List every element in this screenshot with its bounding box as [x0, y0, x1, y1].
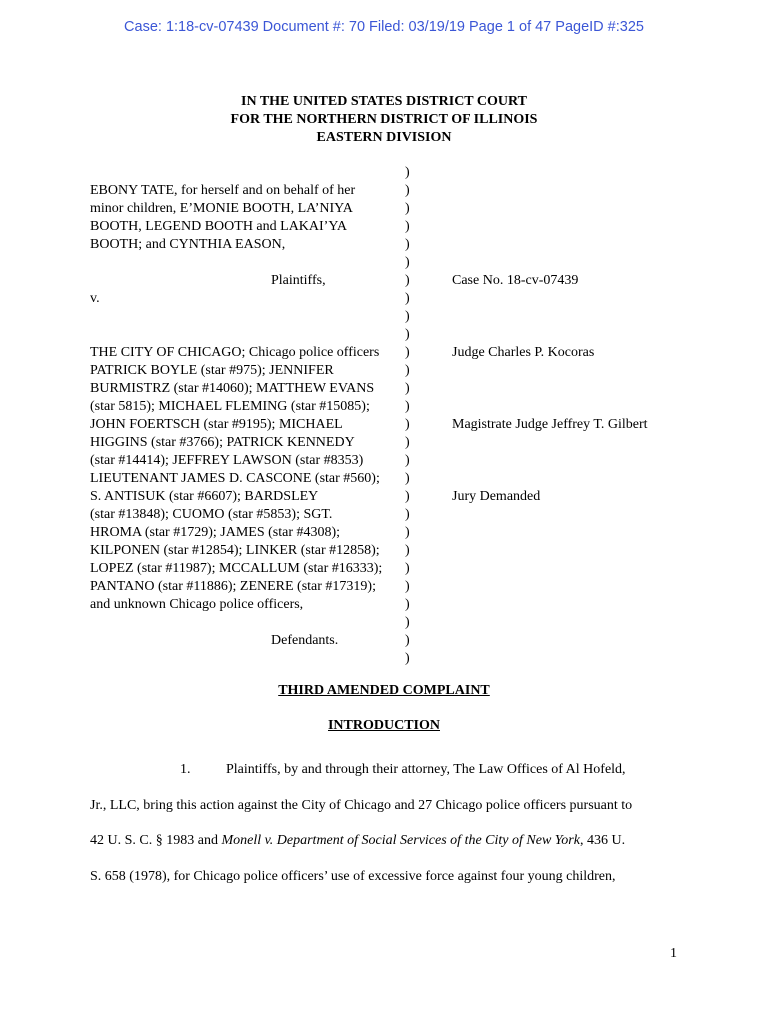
caption-paren: ) — [405, 561, 410, 576]
caption-line — [90, 542, 730, 560]
caption-party-text: JOHN FOERTSCH (star #9195); MICHAEL — [90, 417, 343, 432]
caption-paren: ) — [405, 615, 410, 630]
paragraph-1 — [90, 752, 678, 894]
caption-line — [90, 398, 730, 416]
caption-line — [90, 560, 730, 578]
court-line-1: IN THE UNITED STATES DISTRICT COURT — [241, 94, 527, 109]
caption-paren: ) — [405, 597, 410, 612]
caption-party-text: (star #14414); JEFFREY LAWSON (star #8353) — [90, 453, 364, 468]
caption-line — [90, 362, 730, 380]
caption-party-text: BURMISTRZ (star #14060); MATTHEW EVANS — [90, 381, 375, 396]
caption-party-text: KILPONEN (star #12854); LINKER (star #12858); — [90, 543, 380, 558]
caption-paren: ) — [405, 237, 410, 252]
caption-line — [90, 272, 730, 290]
caption-paren: ) — [405, 471, 410, 486]
caption-party-text: LIEUTENANT JAMES D. CASCONE (star #560); — [90, 471, 380, 486]
caption-line — [90, 326, 730, 344]
caption-party-text: Plaintiffs, — [271, 273, 326, 288]
caption-party-text: THE CITY OF CHICAGO; Chicago police officers — [90, 345, 380, 360]
caption-party-text: HIGGINS (star #3766); PATRICK KENNEDY — [90, 435, 355, 450]
caption-line — [90, 182, 730, 200]
introduction-heading: INTRODUCTION — [327, 718, 440, 733]
caption-party-text: S. ANTISUK (star #6607); BARDSLEY — [90, 489, 319, 504]
caption-line — [90, 380, 730, 398]
caption-case-info: Judge Charles P. Kocoras — [452, 345, 595, 360]
complaint-title: THIRD AMENDED COMPLAINT — [278, 683, 490, 698]
caption-paren: ) — [405, 183, 410, 198]
caption-paren: ) — [405, 417, 410, 432]
caption-line — [90, 650, 730, 668]
caption-paren: ) — [405, 489, 410, 504]
case-citation-monell: Monell v. Department of Social Services of the City of New York — [221, 833, 580, 848]
caption-paren: ) — [405, 651, 410, 666]
caption-case-info: Case No. 18-cv-07439 — [452, 273, 579, 288]
caption-party-text: and unknown Chicago police officers, — [90, 597, 304, 612]
caption-line — [90, 290, 730, 308]
caption-paren: ) — [405, 543, 410, 558]
caption-paren: ) — [405, 633, 410, 648]
caption-party-text: LOPEZ (star #11987); MCCALLUM (star #16333); — [90, 561, 383, 576]
caption-paren: ) — [405, 309, 410, 324]
caption-party-text: Defendants. — [271, 633, 339, 648]
paragraph-1-line-3 — [90, 823, 678, 859]
caption-line — [90, 254, 730, 272]
caption-line — [90, 488, 730, 506]
caption-paren: ) — [405, 255, 410, 270]
caption-party-text: (star #13848); CUOMO (star #5853); SGT. — [90, 507, 333, 522]
caption-line — [90, 236, 730, 254]
paragraph-1-text-1: Plaintiffs, by and through their attorney, The Law Offices of Al Hofeld, — [226, 762, 626, 777]
caption-paren: ) — [405, 525, 410, 540]
caption-paren: ) — [405, 453, 410, 468]
court-line-2: FOR THE NORTHERN DISTRICT OF ILLINOIS — [230, 112, 538, 127]
caption-party-text: BOOTH; and CYNTHIA EASON, — [90, 237, 286, 252]
caption-paren: ) — [405, 165, 410, 180]
caption-paren: ) — [405, 435, 410, 450]
caption-party-text: HROMA (star #1729); JAMES (star #4308); — [90, 525, 341, 540]
caption-line — [90, 200, 730, 218]
caption-paren: ) — [405, 381, 410, 396]
caption-line — [90, 524, 730, 542]
caption-line — [90, 416, 730, 434]
caption-line — [90, 308, 730, 326]
caption-line — [90, 596, 730, 614]
paragraph-1-line-4: S. 658 (1978), for Chicago police officers’ use of excessive force against four young children, — [90, 868, 616, 884]
caption-paren: ) — [405, 363, 410, 378]
case-caption — [90, 164, 730, 668]
caption-line — [90, 344, 730, 362]
caption-line — [90, 164, 730, 182]
caption-line — [90, 218, 730, 236]
caption-line — [90, 506, 730, 524]
court-heading — [0, 93, 768, 147]
court-line-3: EASTERN DIVISION — [316, 130, 452, 145]
caption-party-text: v. — [90, 291, 100, 306]
caption-party-text: BOOTH, LEGEND BOOTH and LAKAI’YA — [90, 219, 348, 234]
caption-paren: ) — [405, 201, 410, 216]
caption-paren: ) — [405, 507, 410, 522]
paragraph-number: 1. — [180, 762, 191, 777]
caption-paren: ) — [405, 579, 410, 594]
caption-party-text: EBONY TATE, for herself and on behalf of her — [90, 183, 356, 198]
caption-party-text: PATRICK BOYLE (star #975); JENNIFER — [90, 363, 334, 378]
caption-paren: ) — [405, 345, 410, 360]
caption-case-info: Magistrate Judge Jeffrey T. Gilbert — [452, 417, 648, 432]
caption-party-text: (star 5815); MICHAEL FLEMING (star #15085); — [90, 399, 370, 414]
caption-paren: ) — [405, 327, 410, 342]
paragraph-1-line-1 — [90, 752, 678, 788]
case-header-stamp: Case: 1:18-cv-07439 Document #: 70 Filed: 03/19/19 Page 1 of 47 PageID #:325 — [124, 19, 644, 35]
page-number: 1 — [670, 946, 677, 961]
caption-line — [90, 434, 730, 452]
caption-paren: ) — [405, 399, 410, 414]
caption-line — [90, 470, 730, 488]
caption-party-text: minor children, E’MONIE BOOTH, LA’NIYA — [90, 201, 353, 216]
caption-paren: ) — [405, 291, 410, 306]
paragraph-1-line-3-before: 42 U. S. C. § 1983 and — [90, 833, 222, 848]
caption-line — [90, 632, 730, 650]
paragraph-1-line-3-after: , 436 U. — [579, 833, 626, 848]
paragraph-1-line-2: Jr., LLC, bring this action against the City of Chicago and 27 Chicago police officers pursuant to — [90, 797, 633, 813]
caption-party-text: PANTANO (star #11886); ZENERE (star #17319); — [90, 579, 376, 594]
caption-paren: ) — [405, 273, 410, 288]
caption-case-info: Jury Demanded — [452, 489, 541, 504]
caption-paren: ) — [405, 219, 410, 234]
caption-line — [90, 452, 730, 470]
caption-line — [90, 614, 730, 632]
caption-line — [90, 578, 730, 596]
